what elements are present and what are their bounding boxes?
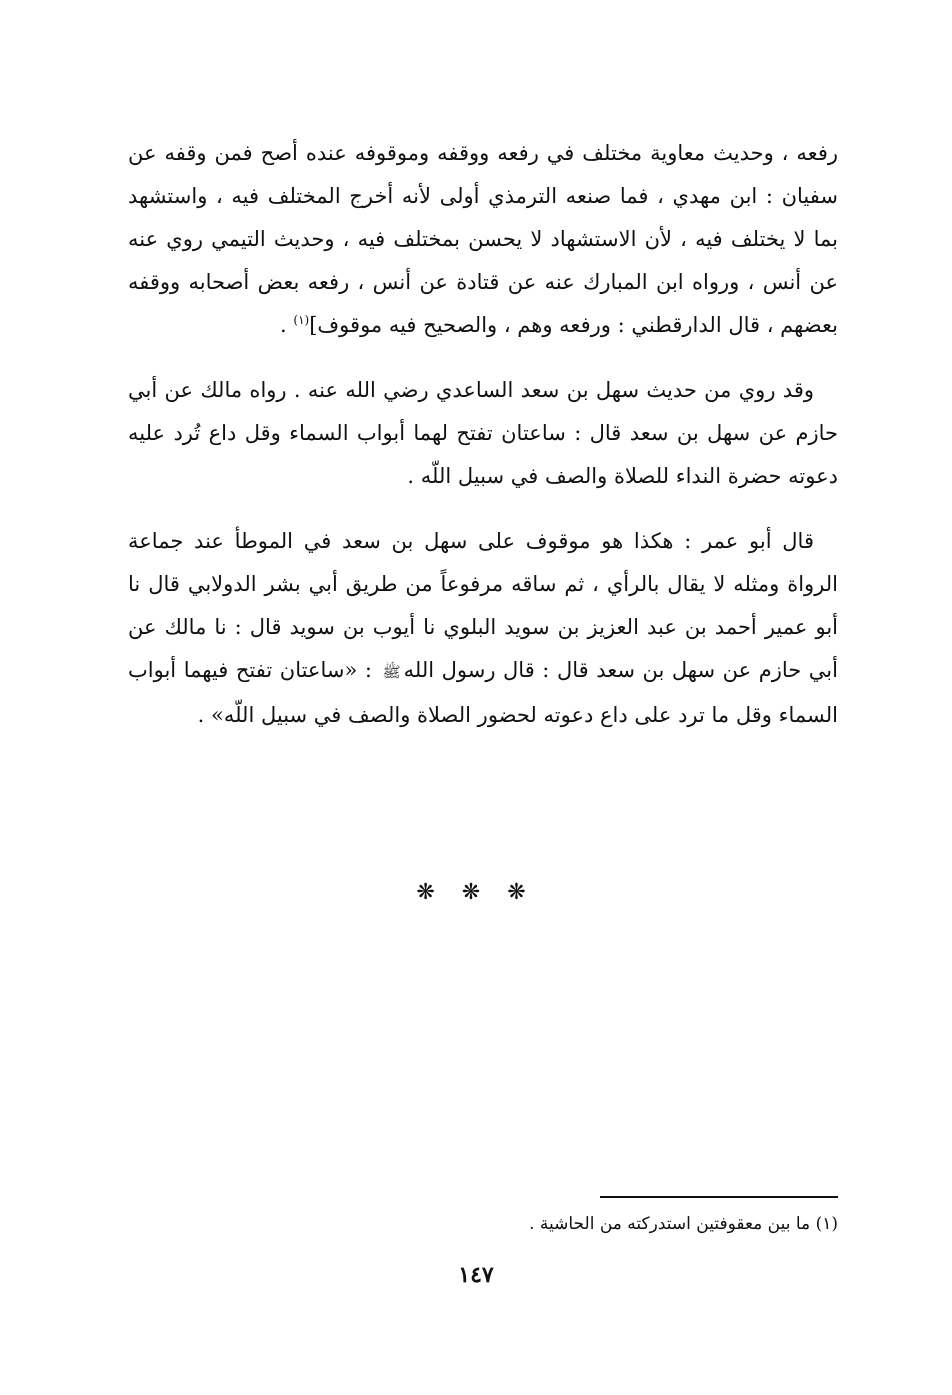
- paragraph-1-tail: .: [280, 313, 294, 337]
- footnote-divider: [600, 1196, 838, 1198]
- page-number: ١٤٧: [458, 1262, 494, 1288]
- section-separator: ❋ ❋ ❋: [416, 880, 536, 905]
- main-text: [128, 132, 838, 759]
- footnote-reference: (١): [293, 313, 310, 327]
- paragraph-3: [128, 520, 838, 737]
- paragraph-3-text-before: قال أبو عمر : هكذا هو موقوف على سهل بن سعد في الموطأ عند جماعة الرواة ومثله لا يقال بالرأي ، ثم ساقه مرفوعاً من طريق أبي بشر الدولابي قال نا أبو عمير أحمد بن عبد العزيز بن سويد البلوي نا أيوب بن سويد قال : نا مالك عن أبي حازم عن سهل بن سعد قال : قال رسول الله: [128, 529, 838, 682]
- paragraph-2: [128, 369, 838, 498]
- honorific-symbol: ﷺ: [382, 663, 401, 681]
- paragraph-1-text: رفعه ، وحديث معاوية مختلف في رفعه ووقفه وموقوفه عنده أصح فمن وقفه عن سفيان : ابن مهدي ، فما صنعه الترمذي أولى لأنه أخرج المختلف فيه ، واستشهد بما لا يختلف فيه ، لأن الاستشهاد لا يحسن بمختلف فيه ، وحديث التيمي روي عنه عن أنس ، ورواه ابن المبارك عنه عن قتادة عن أنس ، رفعه بعض أصحابه ووقفه بعضهم ، قال الدارقطني : ورفعه وهم ، والصحيح فيه موقوف]: [128, 141, 838, 337]
- paragraph-1: [128, 132, 838, 347]
- footnote: (١) ما بين معقوفتين استدركته من الحاشية .: [529, 1214, 838, 1234]
- paragraph-2-text: وقد روي من حديث سهل بن سعد الساعدي رضي الله عنه . رواه مالك عن أبي حازم عن سهل بن سعد قال : ساعتان تفتح لهما أبواب السماء وقل داع تُرد عليه دعوته حضرة النداء للصلاة والصف في سبيل اللّه .: [128, 378, 838, 488]
- paragraph-3-text-after: : «ساعتان تفتح فيهما أبواب السماء وقل ما ترد على داع دعوته لحضور الصلاة والصف في سبيل اللّه» .: [128, 658, 838, 727]
